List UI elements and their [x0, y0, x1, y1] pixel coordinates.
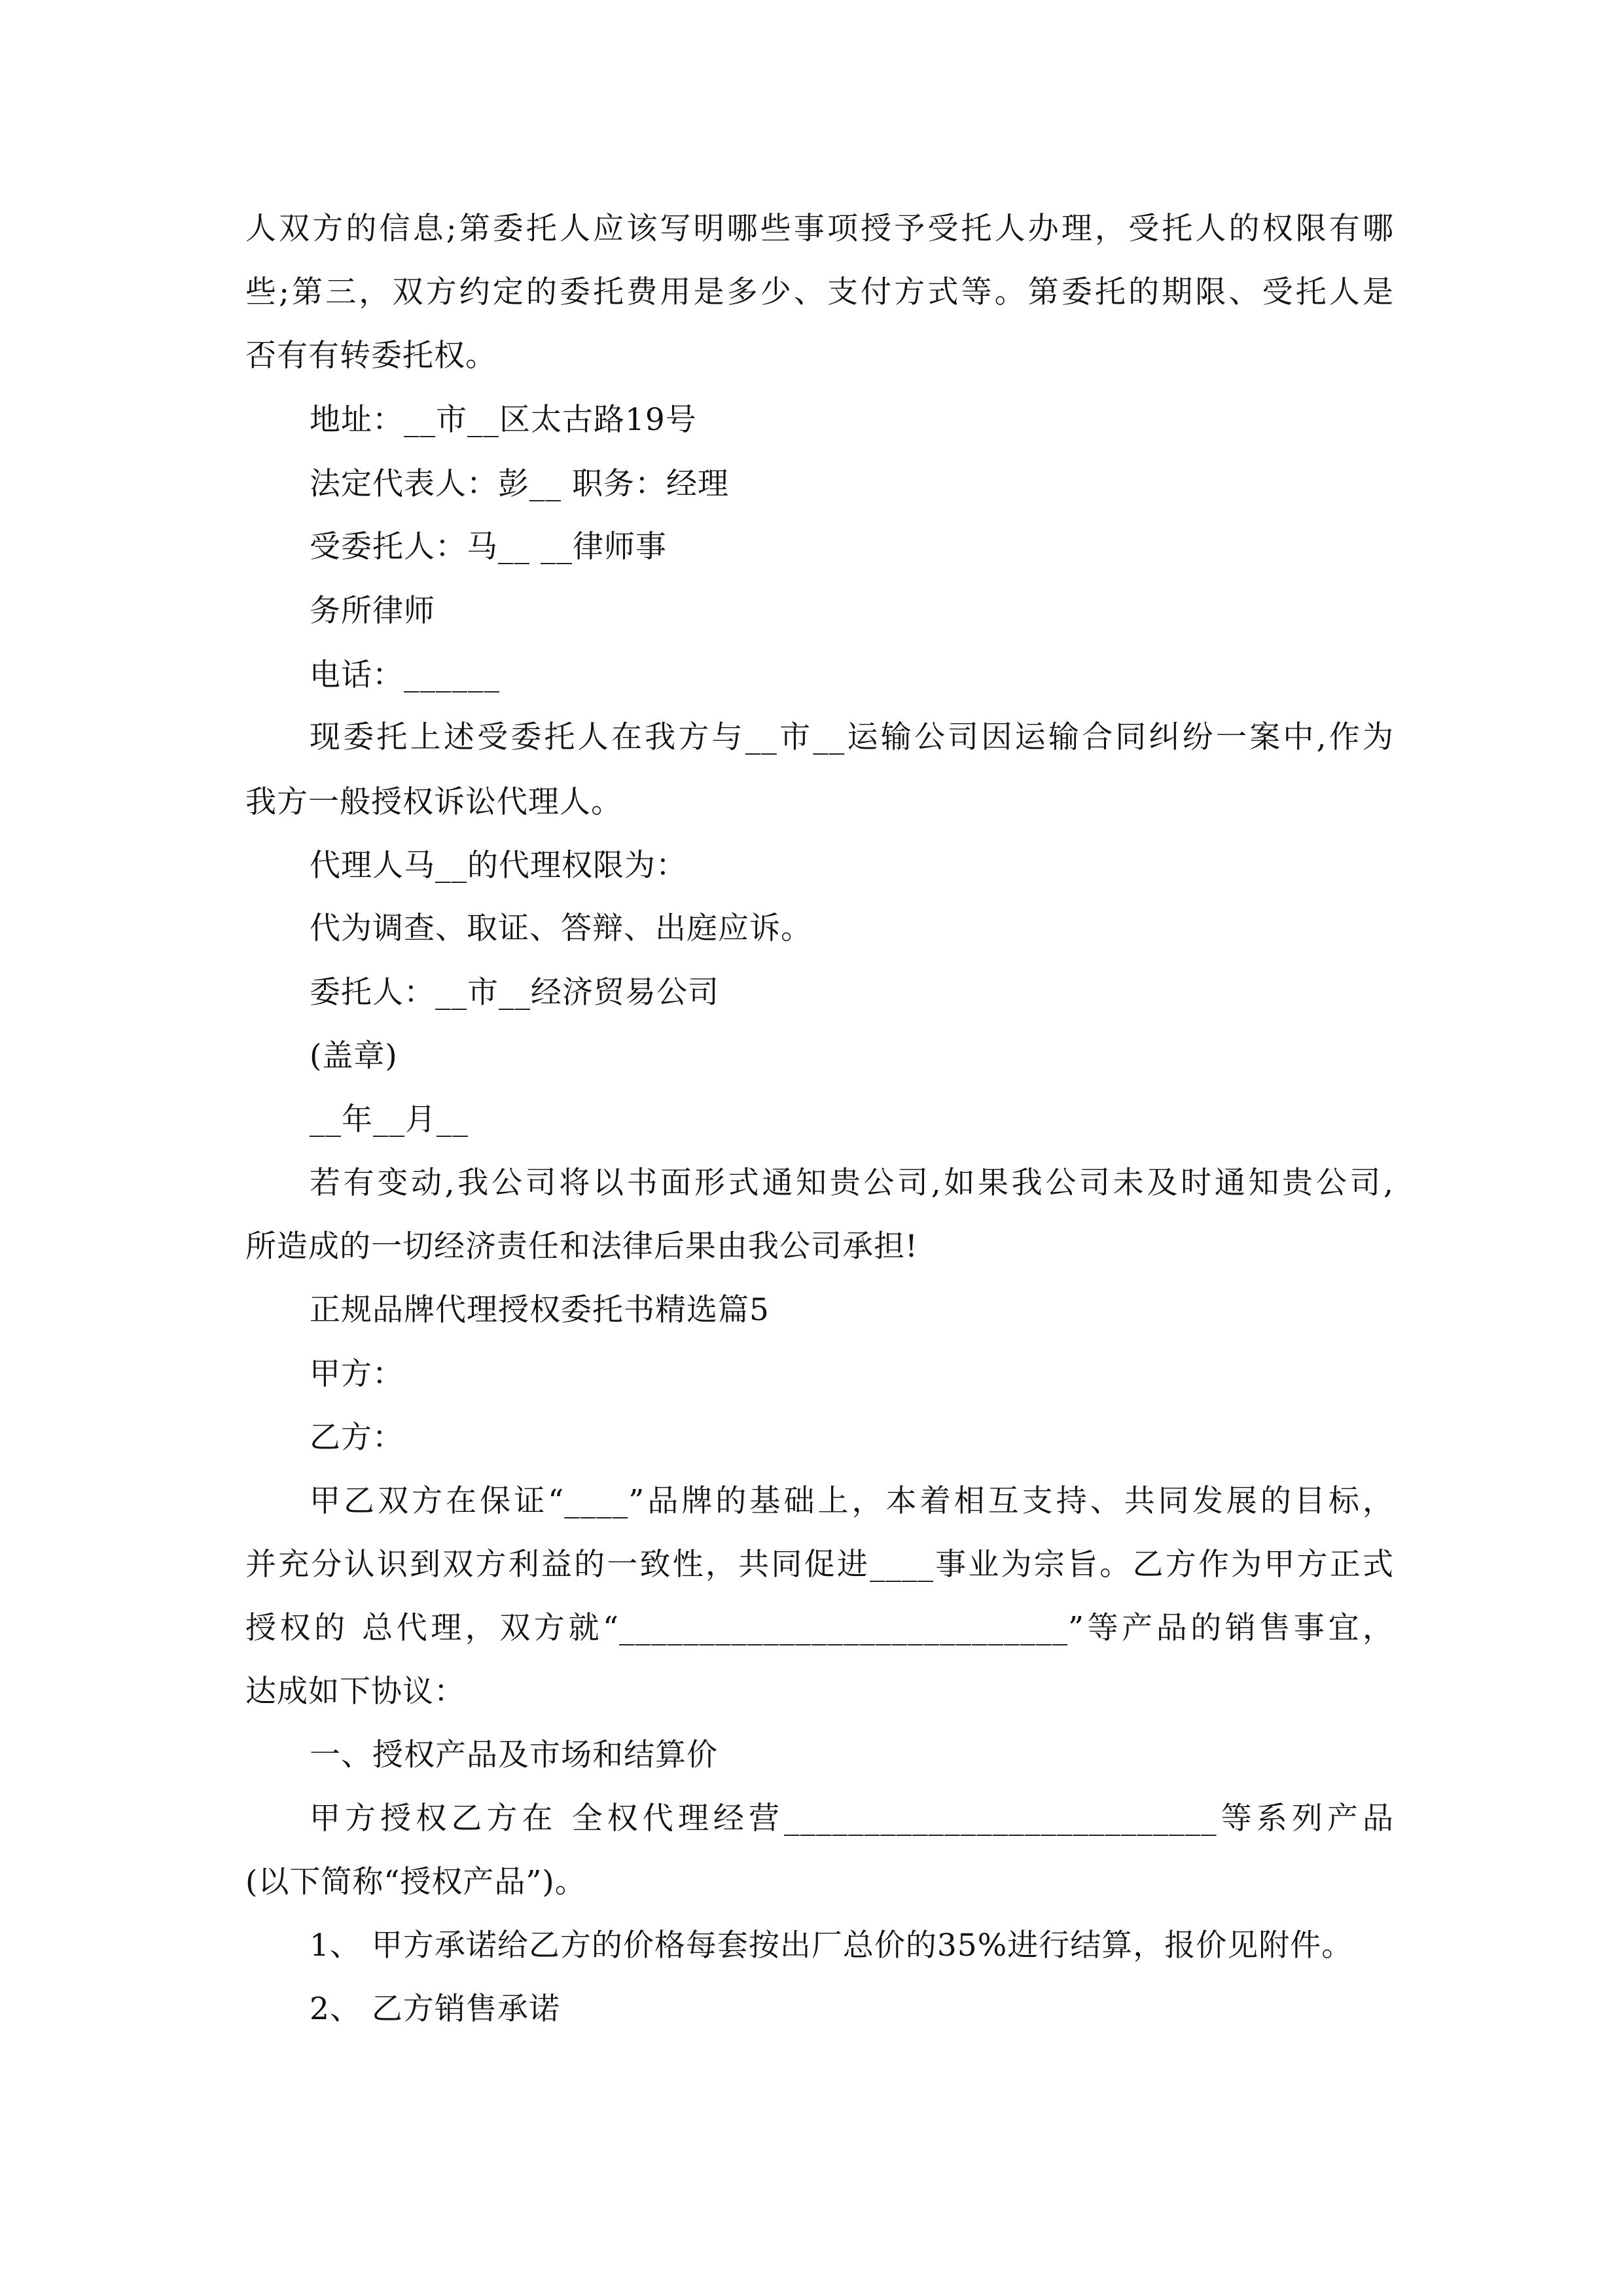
text-line: 授权的 总代理，双方就“____________________________”等产品的销售事宜， [245, 1610, 1394, 1646]
text-line: 受委托人：马__ __律师事 [310, 529, 667, 565]
text-line: 达成如下协议： [245, 1674, 465, 1710]
text-line: 否有有转委托权。 [245, 338, 497, 374]
text-line: 些;第三，双方约定的委托费用是多少、支付方式等。第委托的期限、受托人是 [245, 274, 1394, 310]
text-line: (盖章) [310, 1038, 398, 1074]
text-line: 法定代表人：彭__ 职务：经理 [310, 466, 729, 502]
text-line: 若有变动,我公司将以书面形式通知贵公司,如果我公司未及时通知贵公司, [310, 1165, 1394, 1201]
text-line: 2、 乙方销售承诺 [310, 1991, 560, 2027]
text-line: 1、 甲方承诺给乙方的价格每套按出厂总价的35%进行结算，报价见附件。 [310, 1928, 1353, 1964]
text-line: __年__月__ [310, 1102, 469, 1138]
text-line: 我方一般授权诉讼代理人。 [245, 784, 622, 820]
text-line: 地址：__市__区太古路19号 [310, 402, 697, 438]
text-line: 现委托上述受委托人在我方与__市__运输公司因运输合同纠纷一案中,作为 [310, 719, 1394, 755]
text-line: 电话：______ [310, 657, 500, 693]
text-line: 人双方的信息;第委托人应该写明哪些事项授予受托人办理，受托人的权限有哪 [245, 211, 1394, 247]
text-line: 务所律师 [310, 593, 435, 629]
text-line: 并充分认识到双方利益的一致性，共同促进____事业为宗旨。乙方作为甲方正式 [245, 1547, 1394, 1583]
text-line: 甲方： [310, 1356, 404, 1392]
text-line: 一、授权产品及市场和结算价 [310, 1737, 718, 1773]
text-line: 甲方授权乙方在 全权代理经营___________________________等系列产品 [310, 1801, 1394, 1837]
text-line: (以下简称“授权产品”)。 [245, 1864, 586, 1900]
text-line: 代为调查、取证、答辩、出庭应诉。 [310, 910, 812, 946]
text-line: 代理人马__的代理权限为： [310, 848, 687, 884]
text-line: 乙方： [310, 1420, 404, 1456]
text-line: 甲乙双方在保证“____”品牌的基础上，本着相互支持、共同发展的目标， [310, 1483, 1394, 1519]
text-line: 正规品牌代理授权委托书精选篇5 [310, 1292, 770, 1328]
text-line: 所造成的一切经济责任和法律后果由我公司承担! [245, 1229, 918, 1265]
text-line: 委托人：__市__经济贸易公司 [310, 975, 719, 1011]
